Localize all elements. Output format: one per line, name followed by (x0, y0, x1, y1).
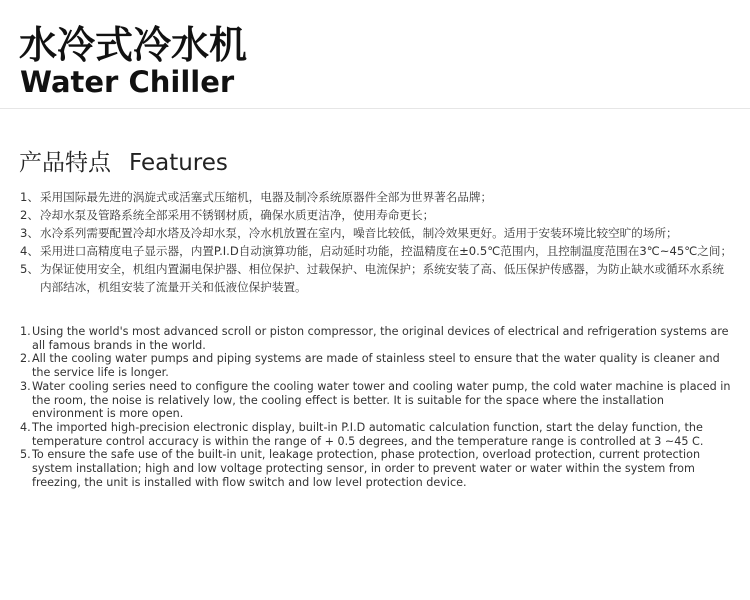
page-title-english: Water Chiller (20, 65, 235, 99)
list-item-text: Water cooling series need to configure the cooling water tower and cooling water pump, the cold water machine is placed in the room, the noise is relatively low, the cooling effect is better. It is suitable for the space where the installation environment is more open. (32, 379, 731, 421)
list-item-number: 4、 (20, 244, 39, 258)
list-item-number: 5、 (20, 262, 39, 276)
list-item-text: 为保证使用安全，机组内置漏电保护器、相位保护、过载保护、电流保护；系统安装了高、低压保护传感器，为防止缺水或循环水系统内部结冰，机组安装了流量开关和低液位保护装置。 (39, 262, 725, 294)
list-item-text: The imported high-precision electronic display, built-in P.I.D automatic calculation function, start the delay function, the temperature control accuracy is within the range of + 0.5 degrees, and the temperature range is controlled at 3 ~45 C. (32, 420, 704, 448)
list-item-text: 水冷系列需要配置冷却水塔及冷却水泵，冷水机放置在室内，噪音比较低，制冷效果更好。适用于安装环境比较空旷的场所； (39, 226, 678, 240)
list-item (20, 380, 732, 421)
list-item (20, 448, 732, 489)
list-item (20, 325, 732, 352)
features-list-chinese (20, 188, 735, 296)
features-heading-chinese: 产品特点 (19, 150, 111, 176)
list-item (20, 352, 732, 379)
list-item-number: 4. (20, 420, 31, 434)
list-item-number: 3. (20, 379, 31, 393)
features-heading-english: Features (129, 150, 228, 176)
header-divider (0, 108, 750, 109)
list-item-number: 3、 (20, 226, 39, 240)
list-item (20, 421, 732, 448)
list-item (20, 242, 735, 260)
list-item-number: 1. (20, 325, 31, 338)
features-heading (19, 148, 228, 178)
list-item-text: 采用国际最先进的涡旋式或活塞式压缩机，电器及制冷系统原器件全部为世界著名品牌； (39, 190, 493, 204)
list-item-text: 采用进口高精度电子显示器，内置P.I.D自动演算功能，启动延时功能，控温精度在±0.5℃范围内，且控制温度范围在3℃~45℃之间； (39, 244, 733, 258)
list-item-number: 2、 (20, 208, 39, 222)
list-item (20, 188, 735, 206)
list-item-number: 5. (20, 448, 31, 462)
list-item-number: 2. (20, 352, 31, 366)
list-item-text: All the cooling water pumps and piping systems are made of stainless steel to ensure that the water quality is cleaner and the service life is longer. (32, 352, 720, 380)
list-item (20, 206, 735, 224)
list-item-text: To ensure the safe use of the built-in unit, leakage protection, phase protection, overload protection, current protection system installation; high and low voltage protecting sensor, in order to prevent water or water within the system from freezing, the unit is installed with flow switch and low level protection device. (32, 448, 701, 489)
list-item-number: 1、 (20, 190, 39, 204)
features-list-english (20, 325, 732, 489)
list-item-text: 冷却水泵及管路系统全部采用不锈钢材质，确保水质更洁净，使用寿命更长； (39, 208, 435, 222)
list-item-text: Using the world's most advanced scroll or piston compressor, the original devices of electrical and refrigeration systems are all famous brands in the world. (32, 325, 729, 352)
list-item (20, 224, 735, 242)
page-title-chinese: 水冷式冷水机 (19, 23, 248, 67)
list-item (20, 260, 735, 296)
